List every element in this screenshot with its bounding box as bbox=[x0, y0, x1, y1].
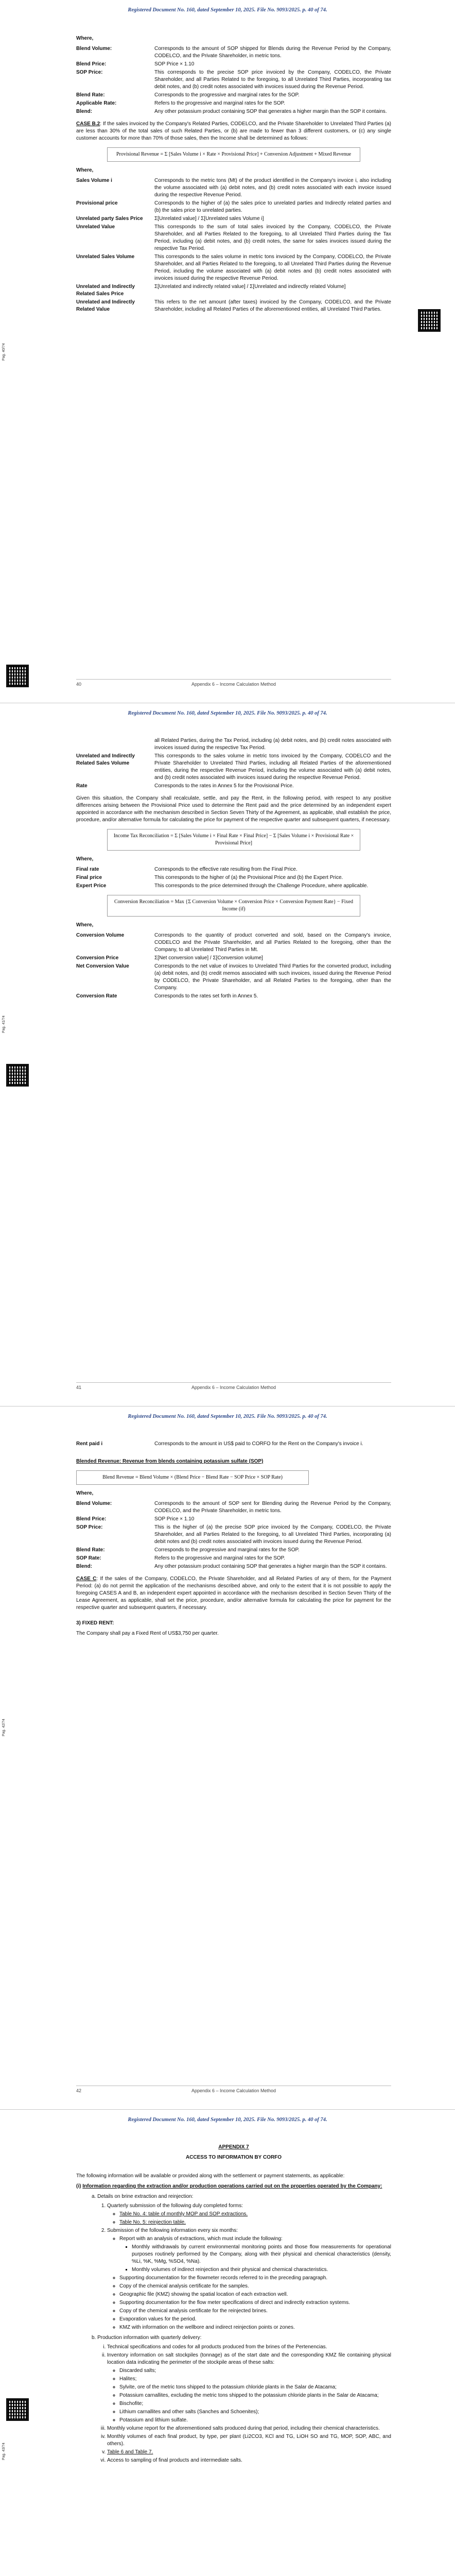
case-text: If the sales invoiced by the Company's Related Parties, CODELCO, and the Private Shareholder to Unrelated Third Parties (a) are less than 30% of the total sales of such Related Parties, or (b) are made to fewer than 3 different customers, or (c) any single customer accounts for more than 70% of those sales, then the Income shall be determined as follows: bbox=[76, 121, 391, 141]
def-desc: This corresponds to the precise SOP price invoiced by the Company, CODELCO, the Private Shareholder, and all Parties Related to the foregoing, to all Unrelated Third Parties, incorporating tax debit notes, and (b) credit notes associated with invoices issued during the Revenue Period. bbox=[154, 70, 391, 90]
def-term: Blend: bbox=[76, 1564, 93, 1569]
def-term: Provisional price bbox=[76, 200, 118, 206]
def-desc: Refers to the progressive and marginal rates for the SOP. bbox=[154, 1555, 285, 1561]
formula-box: Provisional Revenue = Σ [Sales Volume i × Rate × Provisional Price] + Conversion Adjustment + Mixed Revenue bbox=[107, 147, 360, 162]
section-b-title: Production information with quarterly delivery: bbox=[97, 2335, 202, 2341]
fixed-rent-title: 3) FIXED RENT: bbox=[76, 1620, 114, 1626]
def-term: Expert Price bbox=[76, 883, 107, 889]
def-desc: Σ[Unrelated and indirectly related value] / Σ[Unrelated and indirectly related Volume] bbox=[154, 284, 346, 290]
side-page-label: Pag. 43/74 bbox=[2, 2443, 6, 2460]
section-a-list bbox=[107, 2202, 391, 2331]
carry-text: all Related Parties, during the Tax Period, including (a) debit notes, and (b) credit notes associated with invoices issued during the respective Tax Period. bbox=[154, 738, 391, 751]
section-title: Blended Revenue: Revenue from blends containing potassium sulfate (SOP) bbox=[76, 1459, 264, 1464]
def-desc: Corresponds to the progressive and marginal rates for the SOP. bbox=[154, 1547, 300, 1553]
case-paragraph: CASE C: If the sales of the Company, CODELCO, the Private Shareholder, and all Related Parties of any of them, for the Payment Period: (a) do not permit the application of the mechanisms described above, and only to the extent that it is not possible to apply the foregoing CASES A and B, an independent expert appointed in accordance with the mechanism described in Section Seven Thirty of the Lease Agreement, as applicable, shall set the price, procedure, and/or alternative formula for calculating the price for payment for the respective quarter and subsequent quarters, if necessary. bbox=[76, 1576, 391, 1611]
def-term: Conversion Rate bbox=[76, 993, 117, 999]
page-footer bbox=[76, 1382, 391, 1390]
def-desc: Σ[Net conversion value] / Σ[Conversion volume] bbox=[154, 955, 263, 961]
list-item: ◦ Potassium and lithium sulfate. bbox=[119, 2417, 391, 2424]
def-desc: This is the higher of (a) the precise SOP price invoiced by the Company, CODELCO, the Private Shareholder, and all Parties Related to the foregoing, to all Unrelated Third Parties, incorporating (a) debit notes and (b) credit notes associated with invoices issued during the Revenue Period. bbox=[154, 1524, 391, 1545]
list-item: ◦ Evaporation values for the period. bbox=[119, 2316, 391, 2323]
def-desc: SOP Price × 1.10 bbox=[154, 61, 195, 67]
list-item: ▪ Monthly volumes of indirect reinjection and their physical and chemical characteristics. bbox=[132, 2266, 391, 2274]
def-term: Blend: bbox=[76, 109, 93, 114]
section-a bbox=[92, 2193, 391, 2464]
def-desc: This corresponds to the higher of (a) the Provisional Price and (b) the Expert Price. bbox=[154, 875, 343, 880]
page-appendix-7 bbox=[0, 2110, 455, 2576]
list-item: ◦ Lithium carnallites and other salts (Sanches and Schoenites); bbox=[119, 2409, 391, 2416]
def-term: Sales Volume i bbox=[76, 178, 112, 183]
body-paragraph: Given this situation, the Company shall recalculate, settle, and pay the Rent, in the following period, with respect to any positive differences arising between the Provisional Price used to determine the Rent paid and the price determined by an independent expert appointed in accordance with the mechanism described in Section Seven Thirty of the Agreement, as applicable, shall establish the price, procedure, and/or alternative formula for calculating the price for payment of the respective quarter and subsequent quarters, if necessary. bbox=[76, 795, 391, 823]
list-item: ◦ Sylvite, ore of the metric tons shipped to the potassium chloride plants in the Salar de Atacama; bbox=[119, 2384, 391, 2391]
item-i bbox=[76, 2183, 391, 2190]
definition-list bbox=[76, 932, 391, 1000]
sub-list bbox=[119, 2367, 391, 2424]
page-body bbox=[76, 1437, 391, 1640]
sub-list bbox=[119, 2235, 391, 2331]
def-desc: Corresponds to the metric tons (Mt) of the product identified in the Company's invoice i, also including the volume associated with (a) debit notes, and (b) credit notes associated with each invoice issued during the respective Revenue Period. bbox=[154, 178, 391, 198]
list-item: vi. Access to sampling of final products and intermediate salts. bbox=[107, 2457, 391, 2464]
def-term: Applicable Rate: bbox=[76, 100, 117, 106]
def-desc: This refers to the net amount (after taxes) invoiced by the Company, CODELCO, and the Private Shareholder, including all Related Parties of the aforementioned entities, all Unrelated Third Parties. bbox=[154, 299, 391, 312]
def-desc: Corresponds to the rates set forth in Annex 5. bbox=[154, 993, 258, 999]
def-desc: Corresponds to the progressive and marginal rates for the SOP. bbox=[154, 92, 300, 98]
list-item: ◦ Discarded salts; bbox=[119, 2367, 391, 2375]
list-item: i. Technical specifications and codes for all products produced from the brines of the Pertenencias. bbox=[107, 2344, 391, 2351]
def-desc: Corresponds to the net value of invoices to Unrelated Third Parties for the converted product, including (a) debit notes, and (b) credit memos associated with such invoices, issued during the Revenue Period by CODELCO, the Private Shareholder, and all Related Parties to the foregoing, other than the Company. bbox=[154, 963, 391, 991]
def-term: Final rate bbox=[76, 867, 99, 872]
def-term: Blend Rate: bbox=[76, 92, 105, 98]
appendix-subtitle: ACCESS TO INFORMATION BY CORFO bbox=[185, 2155, 282, 2160]
def-desc: Corresponds to the amount of SOP shipped for Blends during the Revenue Period by the Company, CODELCO, and the Private Shareholder, in metric tons. bbox=[154, 46, 391, 59]
list-item: ▪ Monthly withdrawals by current environmental monitoring points and those flow measurements for operational purposes routinely performed by the Company, along with their physical and chemical characteristics (density, %Li, %K, %Mg, %SO4, %Na). bbox=[132, 2244, 391, 2265]
def-term: Unrelated and Indirectly Related Value bbox=[76, 299, 135, 312]
list-item: ◦ Geographic file (KMZ) showing the spatial location of each extraction well. bbox=[119, 2291, 391, 2298]
formula-box: Income Tax Reconciliation = Σ [Sales Volume i × Final Rate × Final Price] − Σ [Sales Volume i × Provisional Rate × Provisional Price] bbox=[107, 829, 360, 851]
page-header: Registered Document No. 160, dated September 10, 2025. File No. 9093/2025. p. 40 of 74. bbox=[128, 1414, 327, 1419]
where-label: Where, bbox=[76, 856, 94, 862]
def-desc: SOP Price × 1.10 bbox=[154, 1516, 195, 1522]
page-footer bbox=[76, 2086, 391, 2093]
footer-text: Appendix 6 – Income Calculation Method bbox=[191, 1385, 276, 1390]
list-item: ◦ Report with an analysis of extractions, which must include the following: ▪ Monthly withdrawals by current environmental monitoring points and those flow measurements for operational purposes routinely performed by the Company, along with their physical and chemical characteristics (density, %Li, %K, %Mg, %SO4, %Na). ▪ Monthly volumes of indirect reinjection and their physical and chemical characteristics. bbox=[119, 2235, 391, 2274]
def-desc: Any other potassium product containing SOP that generates a higher margin than the SOP it contains. bbox=[154, 109, 387, 114]
definition-list bbox=[76, 1440, 391, 1448]
item-i-label: (i) bbox=[76, 2183, 81, 2189]
where-label: Where, bbox=[76, 1490, 94, 1496]
list-item: ◦ Table No. 5: reinjection table. bbox=[119, 2219, 391, 2226]
def-term: Unrelated party Sales Price bbox=[76, 216, 143, 222]
list-item: ii. Inventory information on salt stockpiles (tonnage) as of the start date and the corresponding KMZ file containing physical location data indicating the perimeter of the stockpile areas of these salts: ◦ Discarded salts; ◦ Halites; ◦ Sylvite, ore of the metric tons shipped to the potassium chloride plants in the Salar de Atacama; ◦ Potassium carnallites, excluding the metric tons shipped to the potassium chloride plants in the Salar de Atacama; ◦ Bischofite; ◦ Lithium carnallites and other salts (Sanches and Schoenites); ◦ Potassium and lithium sulfate. bbox=[107, 2352, 391, 2424]
definition-list bbox=[76, 1500, 391, 1570]
def-desc: Corresponds to the higher of (a) the sales price to unrelated parties and Indirectly related parties and (b) the sales price to unrelated parties. bbox=[154, 200, 391, 213]
section-b-list bbox=[107, 2344, 391, 2464]
page-number: 40 bbox=[76, 682, 82, 687]
def-desc: This corresponds to the sales volume in metric tons invoiced by the Company, CODELCO, the Private Shareholder, and all Parties Related to the foregoing, to all Unrelated Third Parties during the Revenue Period, including the volume associated with (a) debit notes and (b) credit notes associated with invoices issued during the respective Revenue Period. bbox=[154, 254, 391, 281]
list-item: ◦ Supporting documentation for the flowmeter records referred to in the preceding paragraph. bbox=[119, 2275, 391, 2282]
def-desc: Corresponds to the quantity of product converted and sold, based on the Company's invoice, CODELCO and the Private Shareholder, and all Parties Related to the foregoing, other than the Company, to all Unrelated Third Parties in Mt. bbox=[154, 933, 391, 953]
sub-sub-list bbox=[132, 2244, 391, 2274]
formula-box: Conversion Reconciliation = Max {Σ Conversion Volume × Conversion Price × Conversion Payment Rate} − Fixed Income (if) bbox=[107, 895, 360, 917]
def-term: Blend Price: bbox=[76, 1516, 107, 1522]
def-desc: This corresponds to the price determined through the Challenge Procedure, where applicable. bbox=[154, 883, 369, 889]
footer-text: Appendix 6 – Income Calculation Method bbox=[191, 2088, 276, 2093]
page-header: Registered Document No. 160, dated September 10, 2025. File No. 9093/2025. p. 40 of 74. bbox=[128, 7, 327, 13]
case-label: CASE C bbox=[76, 1576, 97, 1582]
page-body bbox=[76, 734, 391, 1005]
qr-code-icon bbox=[6, 665, 29, 687]
list-item: ◦ Copy of the chemical analysis certificate for the reinjected brines. bbox=[119, 2308, 391, 2315]
page-42 bbox=[0, 1406, 455, 2110]
def-term: Blend Rate: bbox=[76, 1547, 105, 1553]
qr-code-icon bbox=[6, 2398, 29, 2421]
side-page-label: Pag. 41/74 bbox=[2, 1015, 6, 1033]
section-a-title: Details on brine extraction and reinjection: bbox=[97, 2194, 194, 2199]
def-desc: Corresponds to the amount in US$ paid to CORFO for the Rent on the Company's invoice i. bbox=[154, 1441, 363, 1447]
list-item: ◦ Potassium carnallites, excluding the metric tons shipped to the potassium chloride plants in the Salar de Atacama; bbox=[119, 2392, 391, 2399]
list-item: 2. Submission of the following information every six months: ◦ Report with an analysis of extractions, which must include the following: ▪ Monthly withdrawals by current environmental monitoring points and those flow measurements for operational purposes routinely performed by the Company, along with their physical and chemical characteristics (density, %Li, %K, %Mg, %SO4, %Na). ▪ Monthly volumes of indirect reinjection and their physical and chemical characteristics. ◦ Supporting documentation for the flowmeter records referred to in the preceding paragraph. ◦ Copy of the chemical analysis certificate for the samples. ◦ Geographic file (KMZ) showing the spatial location of each extraction well. ◦ Supporting documentation for the flow meter specifications of direct and indirectly extraction systems. ◦ Copy of the chemical analysis certificate for the reinjected brines. ◦ Evaporation values for the period. ◦ KMZ with information on the wellbore and indirect reinjection points or zones. bbox=[107, 2227, 391, 2331]
def-term: Final price bbox=[76, 875, 102, 880]
item-i-text: Information regarding the extraction and/or production operations carried out on the properties operated by the Company: bbox=[82, 2183, 382, 2189]
qr-code-icon bbox=[418, 309, 441, 332]
def-desc: Corresponds to the effective rate resulting from the Final Price. bbox=[154, 867, 297, 872]
side-page-label: Pag. 42/74 bbox=[2, 1719, 6, 1736]
intro-paragraph: The following information will be available or provided along with the settlement or payment statements, as applicable: bbox=[76, 2173, 345, 2179]
qr-code-icon bbox=[6, 1064, 29, 1087]
list-item: ◦ Copy of the chemical analysis certificate for the samples. bbox=[119, 2283, 391, 2290]
appendix-title: APPENDIX 7 bbox=[218, 2144, 249, 2150]
page-footer bbox=[76, 679, 391, 687]
definition-list bbox=[76, 45, 391, 115]
page-body bbox=[76, 2141, 391, 2467]
section-b-label: b. bbox=[92, 2335, 96, 2341]
page-header: Registered Document No. 160, dated September 10, 2025. File No. 9093/2025. p. 40 of 74. bbox=[128, 710, 327, 716]
case-label: CASE B.2 bbox=[76, 121, 100, 127]
case-text: If the sales of the Company, CODELCO, the Private Shareholder, and all Related Parties of any of them, for the Payment Period: (a) do not permit the application of the mechanisms described above, and only to the extent that it is not possible to apply the foregoing CASES A and B, an independent expert appointed in accordance with the mechanism described in Section Seven Thirty of the Lease Agreement, as applicable, shall set the price, procedure, and/or alternative formula for calculating the price for payment for the respective quarter and subsequent quarters, if necessary. bbox=[76, 1576, 391, 1611]
sub-list bbox=[119, 2211, 391, 2226]
where-label: Where, bbox=[76, 167, 94, 173]
list-item: ◦ Supporting documentation for the flow meter specifications of direct and indirectly extraction systems. bbox=[119, 2299, 391, 2307]
page-41 bbox=[0, 703, 455, 1406]
where-label: Where, bbox=[76, 922, 94, 928]
def-term: Unrelated and Indirectly Related Sales Price bbox=[76, 284, 135, 297]
case-paragraph: CASE B.2: If the sales invoiced by the Company's Related Parties, CODELCO, and the Private Shareholder to Unrelated Third Parties (a) are less than 30% of the total sales of such Related Parties, or (b) are made to fewer than 3 different customers, or (c) any single customer accounts for more than 70% of those sales, then the Income shall be determined as follows: bbox=[76, 121, 391, 141]
page-40 bbox=[0, 0, 455, 703]
page-body bbox=[76, 31, 391, 318]
footer-text: Appendix 6 – Income Calculation Method bbox=[191, 682, 276, 687]
formula-box: Blend Revenue = Blend Volume × (Blend Price − Blend Rate − SOP Price × SOP Rate) bbox=[76, 1470, 309, 1485]
list-item: 1. Quarterly submission of the following duly completed forms: ◦ Table No. 4: table of monthly MOP and SOP extractions. ◦ Table No. 5: reinjection table. bbox=[107, 2202, 391, 2226]
def-desc: Any other potassium product containing SOP that generates a higher margin than the SOP it contains. bbox=[154, 1564, 387, 1569]
def-term: Conversion Volume bbox=[76, 933, 125, 938]
def-term: SOP Price: bbox=[76, 1524, 103, 1530]
list-item: ◦ KMZ with information on the wellbore and indirect reinjection points or zones. bbox=[119, 2324, 391, 2331]
page-number: 42 bbox=[76, 2088, 82, 2093]
def-desc: This corresponds to the sales volume in metric tons invoiced by the Company, CODELCO and the Private Shareholder to Unrelated Third Parties, including all Related Parties of the aforementioned entities, during the respective Revenue Period, including the volume associated with (a) debit notes, and (b) credit notes associated with invoices issued during the respective Revenue Period. bbox=[154, 753, 391, 781]
def-desc: This corresponds to the sum of total sales invoiced by the Company, CODELCO, the Private Shareholder, and all Parties Related to the foregoing, to all Unrelated Third Parties during the Tax Period, including (a) debit notes, and (b) credit notes, the same for sales invoices issued during the respective Tax Period. bbox=[154, 224, 391, 251]
list-item: ◦ Table No. 4: table of monthly MOP and SOP extractions. bbox=[119, 2211, 391, 2218]
def-desc: Σ[Unrelated value] / Σ[Unrelated sales Volume i] bbox=[154, 216, 264, 222]
def-term: Rate bbox=[76, 783, 87, 789]
def-desc: Corresponds to the amount of SOP sent for Blending during the Revenue Period by the Company, CODELCO, and the Private Shareholder, in metric tons. bbox=[154, 1501, 391, 1514]
page-number: 41 bbox=[76, 1385, 82, 1390]
def-term: SOP Rate: bbox=[76, 1555, 101, 1561]
list-item: iii. Monthly volume report for the aforementioned salts produced during that period, including their chemical characteristics. bbox=[107, 2425, 391, 2432]
list-item: ◦ Halites; bbox=[119, 2376, 391, 2383]
def-term: Net Conversion Value bbox=[76, 963, 129, 969]
fixed-rent-text: The Company shall pay a Fixed Rent of US$3,750 per quarter. bbox=[76, 1631, 219, 1636]
where-label: Where, bbox=[76, 36, 94, 41]
def-term: Unrelated and Indirectly Related Sales Volume bbox=[76, 753, 135, 766]
page-header: Registered Document No. 160, dated September 10, 2025. File No. 9093/2025. p. 40 of 74. bbox=[128, 2117, 327, 2123]
def-term: SOP Price: bbox=[76, 70, 103, 75]
def-term: Blend Volume: bbox=[76, 1501, 112, 1506]
def-term: Unrelated Sales Volume bbox=[76, 254, 135, 260]
definition-list bbox=[76, 177, 391, 313]
def-desc: Corresponds to the rates in Annex 5 for the Provisional Price. bbox=[154, 783, 294, 789]
definition-list bbox=[76, 866, 391, 890]
list-item: v. Table 6 and Table 7. bbox=[107, 2449, 391, 2456]
def-term: Rent paid i bbox=[76, 1441, 103, 1447]
def-term: Blend Price: bbox=[76, 61, 107, 67]
def-term: Unrelated Value bbox=[76, 224, 115, 230]
definition-list bbox=[76, 737, 391, 790]
def-desc: Refers to the progressive and marginal rates for the SOP. bbox=[154, 100, 285, 106]
side-page-label: Pag. 40/74 bbox=[2, 343, 6, 361]
def-term: Conversion Price bbox=[76, 955, 119, 961]
list-item: ◦ Bischofite; bbox=[119, 2400, 391, 2408]
list-item: iv. Monthly volumes of each final product, by type, per plant (Li2CO3, KCl and TG, LiOH SO and TG, MOP, SOP, ABC, and others). bbox=[107, 2433, 391, 2448]
section-a-label: a. bbox=[92, 2194, 96, 2199]
def-term: Blend Volume: bbox=[76, 46, 112, 52]
